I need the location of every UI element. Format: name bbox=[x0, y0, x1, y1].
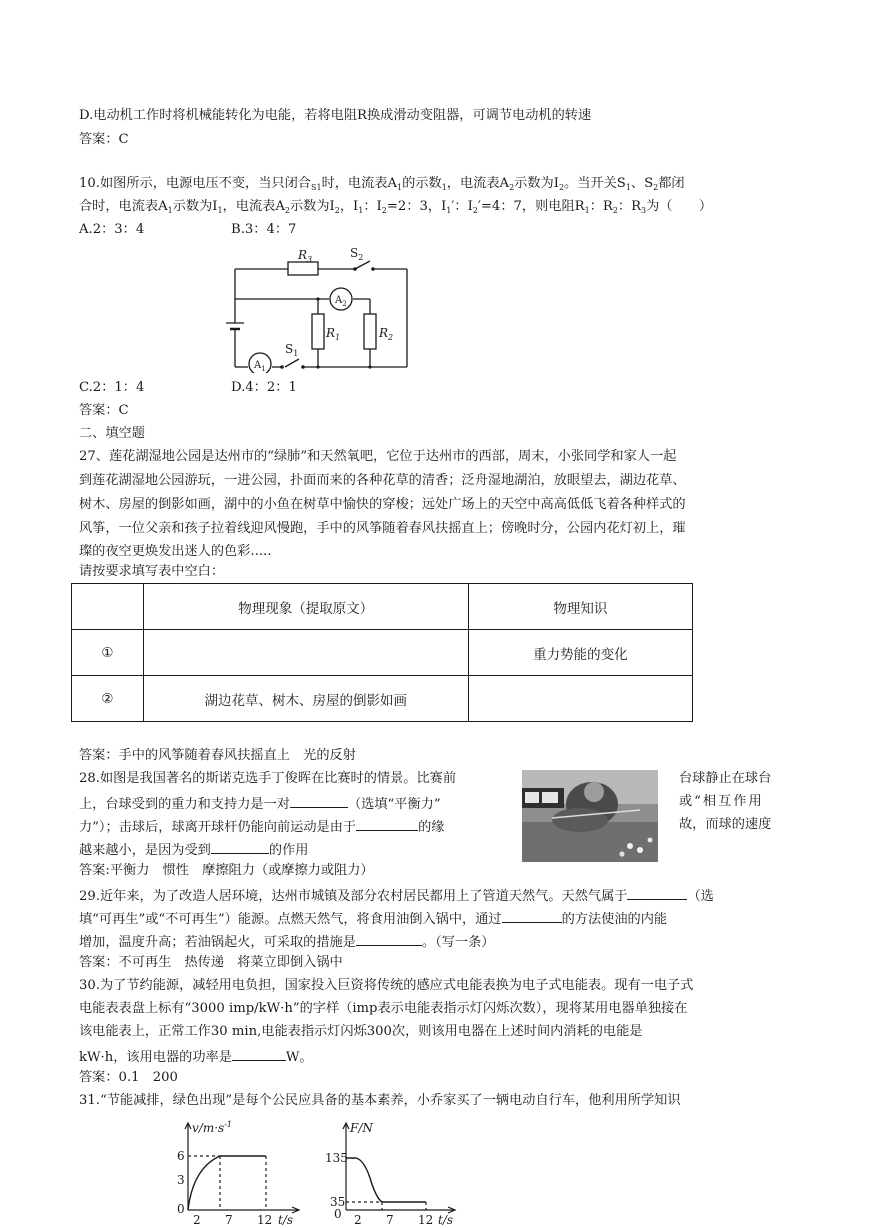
q28-line3-right: 故，而球的速度 bbox=[679, 817, 772, 832]
force-time-graph bbox=[324, 1118, 474, 1228]
q30-answer: 答案：0.1 200 bbox=[79, 1070, 178, 1085]
svg-text:3: 3 bbox=[177, 1173, 185, 1187]
q10-option-a: A.2：3：4 bbox=[79, 222, 145, 237]
a1-label: $A_1$ bbox=[254, 360, 266, 373]
svg-text:7: 7 bbox=[225, 1213, 233, 1227]
q10-option-c: C.2：1：4 bbox=[79, 380, 145, 395]
r1-label: $R_1$ bbox=[326, 326, 341, 342]
svg-text:135: 135 bbox=[325, 1151, 348, 1165]
section-title: 二、填空题 bbox=[79, 426, 145, 441]
q9-answer: 答案：C bbox=[79, 132, 129, 147]
blank-1[interactable] bbox=[232, 1046, 286, 1061]
table-row bbox=[72, 676, 693, 722]
svg-text:6: 6 bbox=[177, 1149, 185, 1163]
r3-label: $R_3$ bbox=[298, 248, 313, 264]
table-header-cell bbox=[72, 584, 144, 630]
q30-line1: 30.为了节约能源，减轻用电负担，国家投入巨资将传统的感应式电能表换为电子式电能表。现有一电子式 bbox=[79, 978, 694, 993]
r2-label: $R_2$ bbox=[379, 326, 394, 342]
circuit-diagram bbox=[215, 243, 415, 373]
table-cell: ① bbox=[72, 630, 144, 676]
table-cell: 湖边花草、树木、房屋的倒影如画 bbox=[143, 676, 468, 722]
svg-text:v/m·s-1: $v/m\cdot s^{-1}$ bbox=[192, 1120, 232, 1135]
table-header-cell: 物理现象（提取原文） bbox=[143, 584, 468, 630]
q27-line2: 到莲花湖湿地公园游玩，一进公园，扑面而来的各种花草的清香；泛舟湿地湖泊，放眼望去，湖边花草、 bbox=[79, 473, 686, 488]
q9-option-d: D.电动机工作时将机械能转化为电能，若将电阻R换成滑动变阻器，可调节电动机的转速 bbox=[79, 108, 592, 123]
svg-text:7: 7 bbox=[386, 1213, 394, 1227]
blank-1[interactable] bbox=[627, 885, 687, 900]
svg-text:35: 35 bbox=[330, 1195, 346, 1209]
table-cell-blank[interactable] bbox=[468, 676, 692, 722]
svg-text:0: 0 bbox=[177, 1202, 185, 1216]
q28-line2-right: 或“相互作用 bbox=[679, 794, 764, 809]
blank-3[interactable] bbox=[356, 931, 422, 946]
table-cell: 重力势能的变化 bbox=[468, 630, 692, 676]
s2-label: $S_2$ bbox=[350, 246, 364, 262]
table-cell: ② bbox=[72, 676, 144, 722]
q30-line3: 该电能表上，正常工作30 min,电能表指示灯闪烁300次，则该用电器在上述时间内消耗的电能是 bbox=[79, 1024, 643, 1039]
svg-text:F/N: F/N bbox=[350, 1121, 373, 1135]
s1-label: $S_1$ bbox=[285, 342, 299, 358]
q31-line1: 31.“节能减排，绿色出现”是每个公民应具备的基本素养，小乔家买了一辆电动自行车，他利用所学知识 bbox=[79, 1093, 681, 1108]
q29-answer: 答案：不可再生 热传递 将菜立即倒入锅中 bbox=[79, 955, 343, 970]
q28-line4: 越来越小，是因为受到 的作用 bbox=[79, 839, 308, 860]
a2-label: $A_2$ bbox=[335, 295, 347, 308]
blank-1[interactable] bbox=[290, 793, 348, 808]
q10-answer: 答案：C bbox=[79, 403, 129, 418]
q10-option-b: B.3：4：7 bbox=[231, 222, 297, 237]
svg-text:12: 12 bbox=[418, 1213, 434, 1227]
table-header-row bbox=[72, 584, 693, 630]
velocity-time-graph bbox=[168, 1118, 318, 1228]
snooker-player-photo bbox=[522, 770, 658, 862]
q28-answer: 答案:平衡力 惯性 摩擦阻力（或摩擦力或阻力） bbox=[79, 863, 374, 878]
q29-line2: 填“可再生”或“不可再生”）能源。点燃天然气，将食用油倒入锅中，通过 的方法使油的内能 bbox=[79, 908, 667, 929]
table-header-cell: 物理知识 bbox=[468, 584, 692, 630]
q10-stem-line1: 10.如图所示，电源电压不变，当只闭合$_{S1}$时，电流表$A_1$的示数$_1$，电流表$A_2$示数为$I_2$。当开关$S_1$、$S_2$都闭 bbox=[79, 176, 685, 192]
svg-text:2: 2 bbox=[193, 1213, 201, 1227]
q30-line4: kW·h，该用电器的功率是 W。 bbox=[79, 1046, 313, 1067]
svg-text:12: 12 bbox=[257, 1213, 273, 1227]
q27-line1: 27、莲花湖湿地公园是达州市的“绿肺”和天然氧吧，它位于达州市的西部，周末，小张同学和家人一起 bbox=[79, 449, 677, 464]
blank-2[interactable] bbox=[356, 816, 418, 831]
svg-text:t/s: t/s bbox=[438, 1213, 454, 1227]
q27-line4: 风筝，一位父亲和孩子拉着线迎风慢跑，手中的风筝随着春风扶摇直上；傍晚时分，公园内花灯初上，璀 bbox=[79, 521, 686, 536]
svg-text:0: 0 bbox=[334, 1207, 342, 1221]
blank-3[interactable] bbox=[211, 839, 269, 854]
table-cell-blank[interactable] bbox=[143, 630, 468, 676]
q28-line3: 力”）；击球后，球离开球杆仍能向前运动是由于 的缘 bbox=[79, 816, 444, 837]
svg-text:2: 2 bbox=[354, 1213, 362, 1227]
q28-line1-left: 28.如图是我国著名的斯诺克选手丁俊晖在比赛时的情景。比赛前 bbox=[79, 771, 457, 786]
blank-2[interactable] bbox=[502, 908, 562, 923]
table-row bbox=[72, 630, 693, 676]
q27-answer: 答案：手中的风筝随着春风扶摇直上 光的反射 bbox=[79, 748, 356, 763]
q28-line2: 上，台球受到的重力和支持力是一对 （选填“平衡力” bbox=[79, 793, 441, 814]
q27-line5: 璨的夜空更焕发出迷人的色彩..... bbox=[79, 544, 272, 559]
q28-line1-right: 台球静止在球台 bbox=[679, 771, 772, 786]
q30-line2: 电能表表盘上标有“3000 imp/kW·h”的字样（imp表示电能表指示灯闪烁次数），现将某用电器单独接在 bbox=[79, 1001, 688, 1016]
q10-option-d: D.4：2：1 bbox=[231, 380, 297, 395]
q10-stem-line2: 合时，电流表$A_1$示数为$I_1$，电流表$A_2$示数为$I_2$，$I_1$：$I_2=2$：3，$I_1'$：$I_2'=4$：7，则电阻$R_1$：$R_2$：$R_3$为（ ） bbox=[79, 199, 713, 215]
q29-line1: 29.近年来，为了改造人居环境，达州市城镇及部分农村居民都用上了管道天然气。天然气属于 （选 bbox=[79, 885, 714, 906]
q27-line3: 树木、房屋的倒影如画，湖中的小鱼在树草中愉快的穿梭；远处广场上的天空中高高低低飞着各种样式的 bbox=[79, 497, 686, 512]
q29-line3: 增加，温度升高；若油锅起火，可采取的措施是 。（写一条） bbox=[79, 931, 494, 952]
q27-table bbox=[71, 583, 693, 722]
svg-text:t/s: t/s bbox=[278, 1213, 294, 1227]
q27-instruction: 请按要求填写表中空白： bbox=[79, 564, 225, 579]
